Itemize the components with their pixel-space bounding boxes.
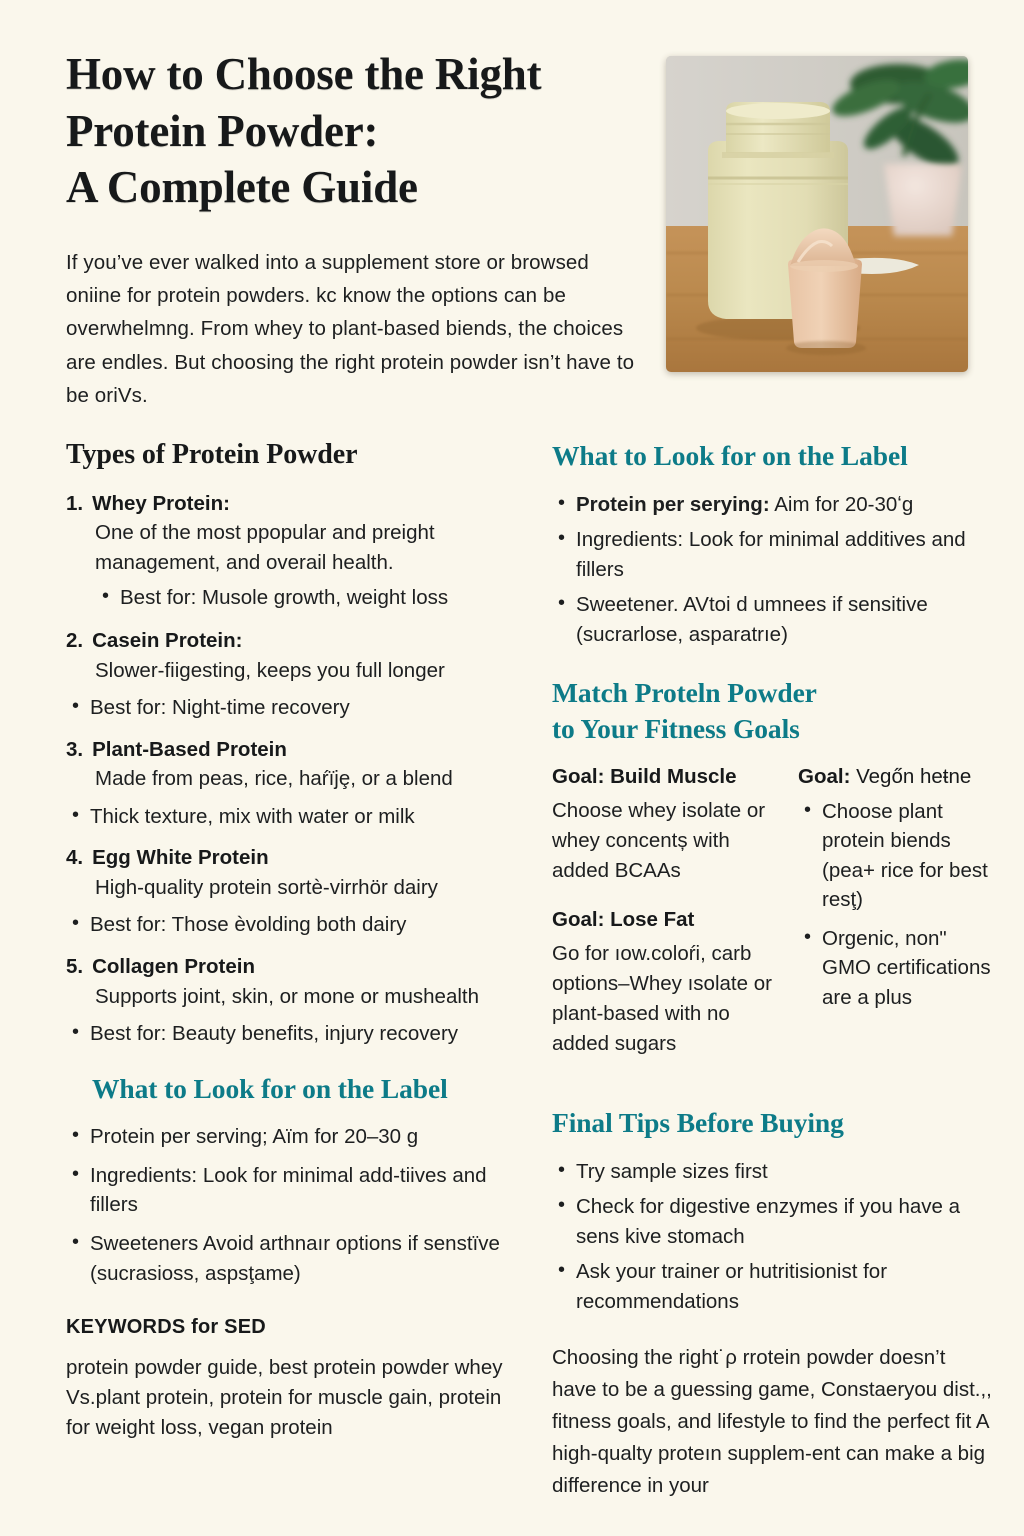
list-item: • Choose plant protein biends (pea+ rice for best resţ) [798, 797, 994, 915]
goal-heading-lose-fat: Goal: Lose Fat [552, 907, 695, 931]
protein-types-list [66, 490, 524, 1049]
type-number: 1. [66, 491, 84, 515]
type-number: 5. [66, 955, 84, 978]
page-title [66, 46, 656, 216]
type-number: 4. [66, 846, 84, 870]
goal-value: Vegőn heŧne [850, 764, 972, 788]
list-item [66, 490, 524, 613]
protein-tub-illustration [666, 56, 968, 372]
list-item: • Try sample sizes first [552, 1157, 994, 1187]
type-heading [66, 736, 524, 764]
type-description: One of the most ppopular and preight management, and overail health. [95, 521, 435, 574]
spacer [552, 655, 994, 675]
type-number: 3. [66, 737, 84, 761]
type-description: Supports joint, skin, or mone or mushealth [95, 984, 479, 1008]
keywords-block [66, 1316, 524, 1443]
match-heading-line-1: Match Proteln Powder [552, 677, 817, 709]
keywords-title: KEYWORDS for SED [66, 1316, 266, 1339]
list-item [66, 844, 524, 940]
keywords-body: protein powder guide, best protein powder whey Vs.plant protein, protein for muscle gain, protein for weight loss, vegan protein [66, 1356, 503, 1439]
list-item [552, 590, 994, 649]
type-bullet-list [66, 802, 524, 832]
fitness-goals-grid [552, 763, 994, 1079]
bullet-rest: Aim for 20-30ʻg [769, 492, 914, 516]
type-description: Made from peas, rice, haŕïjȩ, or a blend [95, 767, 453, 791]
heading-final-tips-before-buying: Final Tips Before Buying [552, 1107, 844, 1139]
final-tips-list [552, 1157, 994, 1317]
list-item [66, 953, 524, 1049]
type-name: Collagen Protein [92, 955, 255, 978]
type-bullet-list [66, 1019, 524, 1049]
goal-heading-build-muscle: Goal: Build Muscle [552, 764, 737, 788]
type-heading [66, 953, 524, 981]
type-name: Casein Protein: [92, 628, 243, 652]
title-line-1: How to Choose the Right [66, 49, 542, 99]
label-bullet-list-left [66, 1122, 524, 1288]
hero-photo [666, 56, 968, 372]
type-best-for: • Best for: Beauty benefits, injury recovery [66, 1019, 524, 1049]
list-item: • Orgenic, nonʺ GMO certifications are a plus [798, 924, 994, 1013]
bullet-rest: Ingredients: Look for minimal additives and fillers [576, 528, 966, 581]
type-best-for: • Best for: Those èvolding both dairy [66, 910, 524, 940]
list-item: • Ask your trainer or hutritisionist for recommendations [552, 1257, 994, 1316]
goal-vegan-bullet-list [798, 797, 994, 1013]
body-columns [0, 438, 1024, 1522]
type-bullet-list [66, 910, 524, 940]
title-line-2: Protein Powder: [66, 105, 379, 156]
label-bullet-list-right [552, 490, 994, 650]
right-column [544, 438, 994, 1522]
intro-paragraph: If you’ve ever walked into a supplement store or browsed oniine for protein powders. kc know the options can be overwhelmng. From whey to plant-based biends, the choices are endles. But choosing the right protein powder isn’t have to be oriVs. [66, 251, 635, 407]
left-column [66, 438, 524, 1522]
type-name: Whey Protein: [92, 491, 230, 515]
type-description: Slower-fiigesting, keeps you full longer [95, 658, 445, 682]
closing-paragraph: Choosing the right˙ρ rrotein powder doesn’t have to be a guessing game, Constaeryou dist.,, fitness goals, and lifestyle to find the perfect fit A high-qualty proteın supplem-ent can make a big difference in your [552, 1346, 992, 1497]
type-heading [66, 844, 524, 872]
heading-types-of-protein-powder: Types of Protein Powder [66, 439, 358, 471]
list-item: • Check for digestive enzymes if you have a sens kive stomach [552, 1192, 994, 1251]
type-bullet-list [66, 693, 524, 723]
type-number: 2. [66, 628, 84, 652]
match-heading-line-2: to Your Fitness Goals [552, 713, 800, 745]
type-heading [66, 627, 524, 655]
type-best-for: • Thick texture, mix with water or milk [66, 802, 524, 832]
type-heading [66, 490, 524, 518]
list-item [66, 627, 524, 723]
list-item: • Protein per serving; Aïm for 20–30 g [66, 1122, 524, 1152]
list-item [66, 736, 524, 832]
goal-heading-vegan [798, 763, 994, 791]
goal-label: Goal: [798, 764, 851, 788]
goal-body-build-muscle: Choose whey isolate or whey concentș with added BCAAs [552, 798, 766, 882]
type-description: High-quality protein sortè-virrhör dairy [95, 875, 438, 899]
list-item [552, 490, 994, 520]
type-best-for: • Best for: Night-time recovery [66, 693, 524, 723]
list-item: • Sweeteners Avoid arthnaır options if senstïve (sucrasioss, aspsţame) [66, 1229, 524, 1288]
type-name: Plant-Based Protein [92, 737, 287, 761]
list-item [552, 525, 994, 584]
goals-column-left [552, 763, 782, 1079]
type-best-for: • Best for: Musole growth, weight loss [98, 583, 524, 613]
heading-what-to-look-for-label-right: What to Look for on the Label [552, 440, 908, 472]
title-line-3: A Complete Guide [66, 162, 418, 213]
type-name: Egg White Protein [92, 846, 269, 870]
list-item: • Ingredients: Look for minimal add-tiives and fillers [66, 1161, 524, 1220]
heading-match-protein-powder [552, 675, 994, 747]
goals-column-right [798, 763, 994, 1079]
heading-what-to-look-for-label-left: What to Look for on the Label [92, 1072, 448, 1104]
bullet-rest: Sweetener. AVtoi d umnees if sensitive (sucrarlose, asparatrıe) [576, 593, 928, 646]
goal-body-lose-fat: Go for ıow.coloŕi, carb options–Whey ısolate or plant-based with no added sugars [552, 941, 772, 1055]
bullet-bold-lead: Protein per serying: [576, 492, 770, 516]
